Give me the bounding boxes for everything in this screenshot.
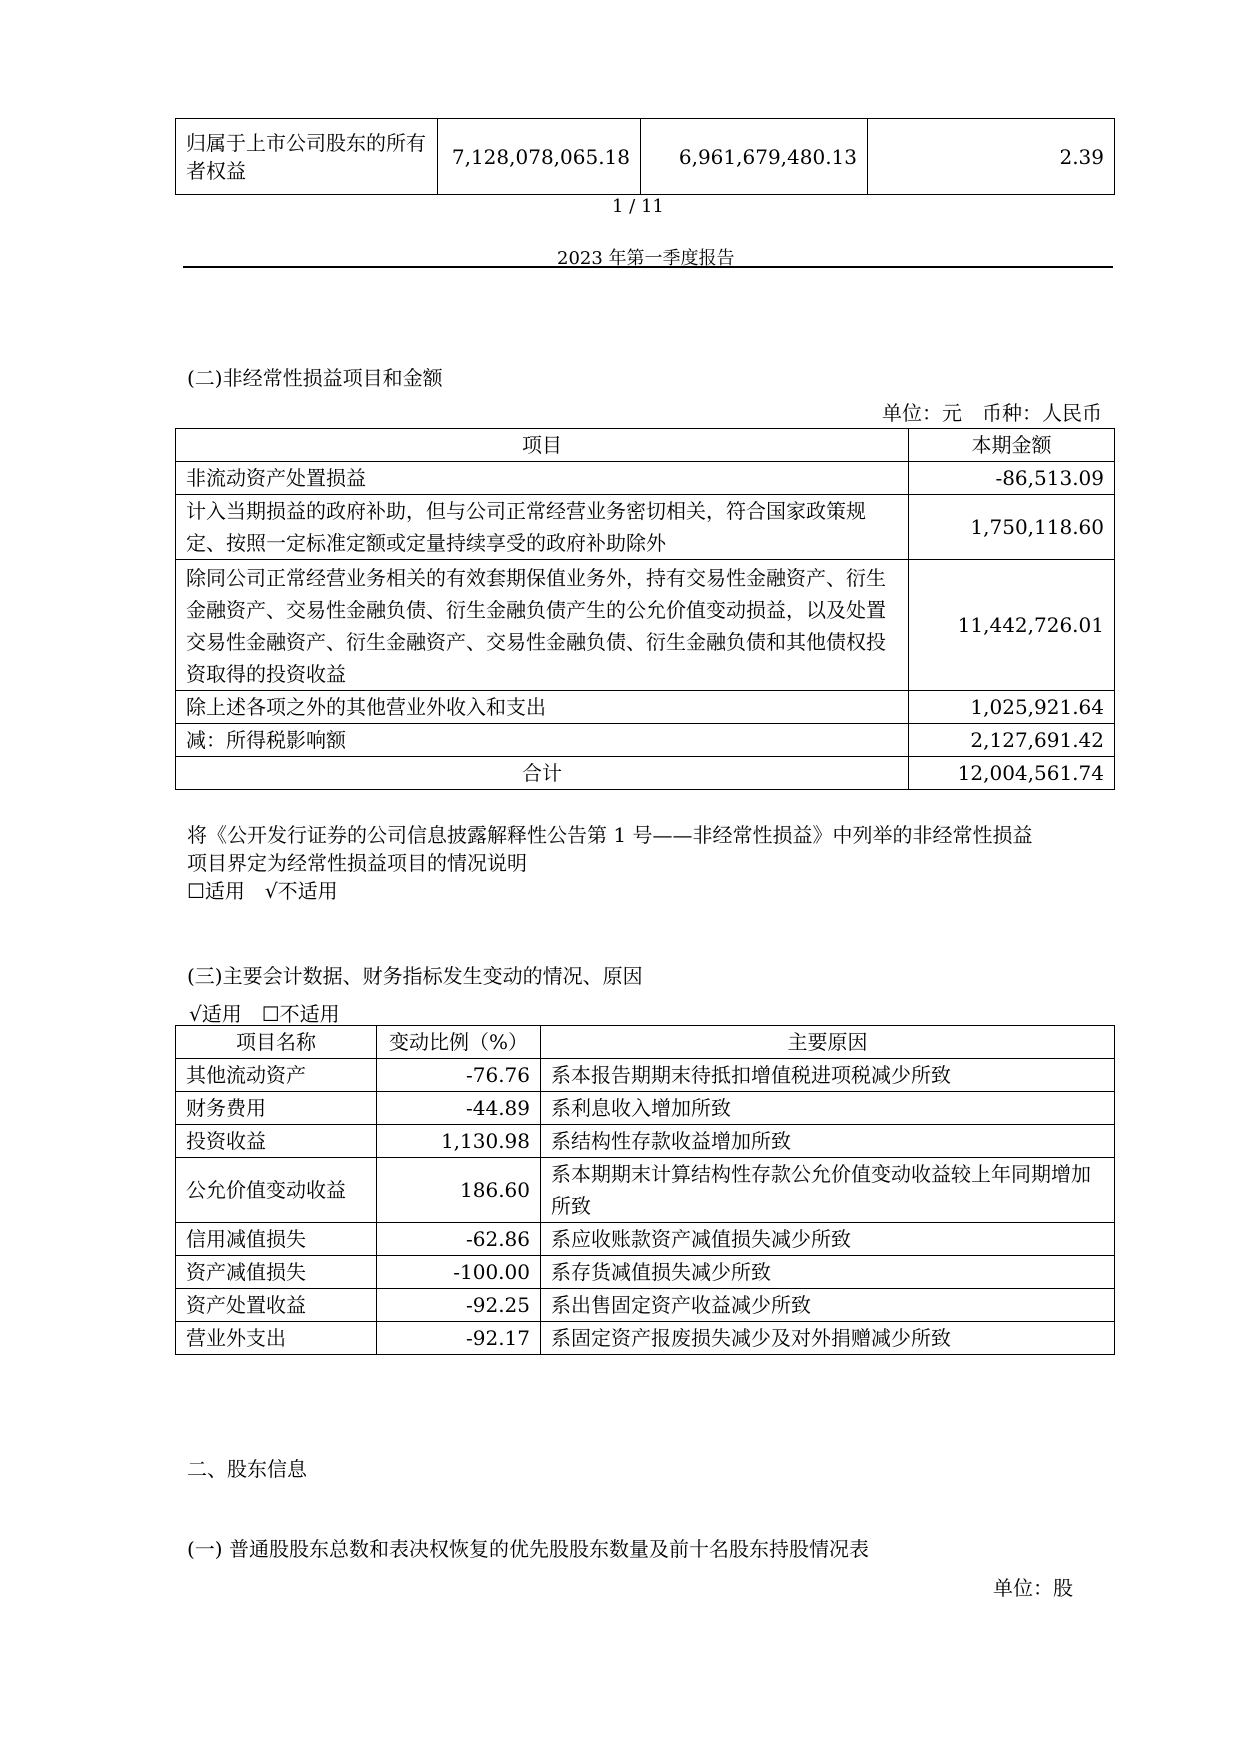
row-name: 资产处置收益	[176, 1289, 377, 1322]
row-reason: 系固定资产报废损失减少及对外捐赠减少所致	[541, 1322, 1115, 1355]
row-item: 减：所得税影响额	[176, 724, 909, 757]
table-row	[176, 495, 1115, 560]
table-header-row	[176, 429, 1115, 462]
equity-value-current: 7,128,078,065.18	[438, 119, 641, 195]
applicable-checkbox-row: ☐适用 √不适用	[187, 879, 338, 903]
unit-label: 单位：元 币种：人民币	[882, 401, 1102, 425]
row-reason: 系本报告期期末待抵扣增值税进项税减少所致	[541, 1059, 1115, 1092]
row-item: 除同公司正常经营业务相关的有效套期保值业务外，持有交易性金融资产、衍生金融资产、交易性金融负债、衍生金融负债产生的公允价值变动损益，以及处置交易性金融资产、衍生金融资产、交易性金融负债、衍生金融负债和其他债权投资取得的投资收益	[176, 560, 909, 691]
row-item-total: 合计	[176, 757, 909, 790]
table-row-total	[176, 757, 1115, 790]
row-name: 投资收益	[176, 1125, 377, 1158]
row-name: 公允价值变动收益	[176, 1158, 377, 1223]
table-row	[176, 1158, 1115, 1223]
table-row	[176, 1289, 1115, 1322]
header-rule	[183, 266, 1113, 268]
nonrecurring-table	[175, 428, 1115, 790]
table-row	[176, 1256, 1115, 1289]
row-amount: 1,750,118.60	[909, 495, 1115, 560]
shareholder-unit: 单位：股	[993, 1576, 1073, 1600]
row-ratio: -62.86	[377, 1223, 541, 1256]
page-number: 1 / 11	[612, 196, 664, 217]
row-ratio: -76.76	[377, 1059, 541, 1092]
row-item: 非流动资产处置损益	[176, 462, 909, 495]
table-row	[176, 1125, 1115, 1158]
table-row	[176, 1322, 1115, 1355]
row-reason: 系结构性存款收益增加所致	[541, 1125, 1115, 1158]
row-item: 计入当期损益的政府补助，但与公司正常经营业务密切相关，符合国家政策规定、按照一定标准定额或定量持续享受的政府补助除外	[176, 495, 909, 560]
table-row	[176, 691, 1115, 724]
row-ratio: -100.00	[377, 1256, 541, 1289]
row-amount: 1,025,921.64	[909, 691, 1115, 724]
table-row	[176, 724, 1115, 757]
column-header-reason: 主要原因	[541, 1026, 1115, 1059]
row-ratio: 186.60	[377, 1158, 541, 1223]
shareholder-subheading: (一) 普通股股东总数和表决权恢复的优先股股东数量及前十名股东持股情况表	[187, 1537, 869, 1561]
applicable-checkbox-row: √适用 ☐不适用	[189, 1002, 340, 1026]
row-name: 营业外支出	[176, 1322, 377, 1355]
table-row	[176, 1092, 1115, 1125]
row-name: 其他流动资产	[176, 1059, 377, 1092]
row-amount: 2,127,691.42	[909, 724, 1115, 757]
table-row	[176, 1059, 1115, 1092]
column-header-name: 项目名称	[176, 1026, 377, 1059]
table-row	[176, 119, 1115, 195]
change-table	[175, 1025, 1115, 1355]
row-amount: 11,442,726.01	[909, 560, 1115, 691]
table-row	[176, 1223, 1115, 1256]
section-title: (三)主要会计数据、财务指标发生变动的情况、原因	[187, 964, 643, 988]
row-ratio: -92.25	[377, 1289, 541, 1322]
row-name: 财务费用	[176, 1092, 377, 1125]
table-row	[176, 462, 1115, 495]
note-line-2: 项目界定为经常性损益项目的情况说明	[187, 851, 527, 875]
row-reason: 系应收账款资产减值损失减少所致	[541, 1223, 1115, 1256]
equity-label: 归属于上市公司股东的所有者权益	[176, 119, 438, 195]
row-reason: 系本期期末计算结构性存款公允价值变动收益较上年同期增加所致	[541, 1158, 1115, 1223]
row-item: 除上述各项之外的其他营业外收入和支出	[176, 691, 909, 724]
report-header: 2023 年第一季度报告	[557, 248, 735, 269]
equity-value-previous: 6,961,679,480.13	[641, 119, 868, 195]
column-header-amount: 本期金额	[909, 429, 1115, 462]
column-header-ratio: 变动比例（%）	[377, 1026, 541, 1059]
column-header-item: 项目	[176, 429, 909, 462]
row-name: 资产减值损失	[176, 1256, 377, 1289]
note-line-1: 将《公开发行证券的公司信息披露解释性公告第 1 号——非经常性损益》中列举的非经常性损益	[187, 823, 1033, 847]
shareholder-heading: 二、股东信息	[187, 1457, 307, 1481]
row-ratio: -44.89	[377, 1092, 541, 1125]
equity-table	[175, 118, 1115, 195]
row-amount: -86,513.09	[909, 462, 1115, 495]
row-amount-total: 12,004,561.74	[909, 757, 1115, 790]
equity-change-percent: 2.39	[868, 119, 1115, 195]
row-reason: 系出售固定资产收益减少所致	[541, 1289, 1115, 1322]
table-header-row	[176, 1026, 1115, 1059]
row-ratio: 1,130.98	[377, 1125, 541, 1158]
row-name: 信用减值损失	[176, 1223, 377, 1256]
table-row	[176, 560, 1115, 691]
row-reason: 系利息收入增加所致	[541, 1092, 1115, 1125]
row-ratio: -92.17	[377, 1322, 541, 1355]
section-title: (二)非经常性损益项目和金额	[187, 366, 443, 390]
row-reason: 系存货减值损失减少所致	[541, 1256, 1115, 1289]
